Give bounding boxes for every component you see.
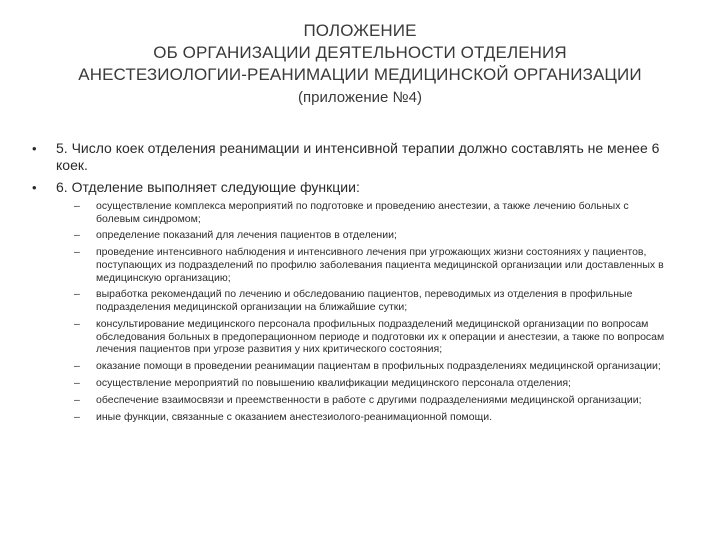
- function-text: консультирование медицинского персонала профильных подразделений медицинской организации по вопросам обследования больных в предоперационном периоде и подготовки их к операции и анестезии, а также по вопросам лечения пациентов при угрозе развития у них критического состояния;: [96, 317, 665, 356]
- main-item-text: 6. Отделение выполняет следующие функции:: [56, 179, 360, 195]
- function-text: осуществление комплекса мероприятий по подготовке и проведению анестезии, а также лечению больных с болевым синдромом;: [96, 200, 629, 225]
- function-item: [74, 411, 674, 424]
- function-item: [74, 318, 674, 356]
- main-item-text: 5. Число коек отделения реанимации и интенсивной терапии должно составлять не менее 6 коек.: [56, 140, 660, 173]
- main-list: [32, 140, 692, 428]
- bullet-icon: •: [32, 141, 37, 156]
- dash-icon: –: [74, 360, 80, 373]
- dash-icon: –: [74, 410, 80, 423]
- function-item: [74, 377, 674, 390]
- title-block: [40, 20, 680, 109]
- title-line-2: ОБ ОРГАНИЗАЦИИ ДЕЯТЕЛЬНОСТИ ОТДЕЛЕНИЯ: [153, 43, 567, 62]
- function-text: обеспечение взаимосвязи и преемственности в работе с другими подразделениями медицинской организации;: [96, 393, 642, 406]
- function-text: осуществление мероприятий по повышению квалификации медицинского персонала отделения;: [96, 376, 571, 389]
- dash-icon: –: [74, 376, 80, 389]
- dash-icon: –: [74, 393, 80, 406]
- function-item: [74, 360, 674, 373]
- function-text: оказание помощи в проведении реанимации пациентам в профильных подразделениях медицинской организации;: [96, 360, 661, 373]
- dash-icon: –: [74, 288, 80, 301]
- function-item: [74, 288, 674, 313]
- title-subtitle: (приложение №4): [298, 89, 422, 106]
- dash-icon: –: [74, 229, 80, 242]
- function-item: [74, 394, 674, 407]
- function-text: проведение интенсивного наблюдения и интенсивного лечения при угрожающих жизни состояниях у пациентов, поступающих из подразделений по профилю заболевания пациента медицинской организации или доставленных в медицинскую организацию;: [96, 246, 664, 284]
- dash-icon: –: [74, 317, 80, 330]
- title-line-1: ПОЛОЖЕНИЕ: [303, 21, 417, 40]
- function-text: выработка рекомендаций по лечению и обследованию пациентов, переводимых из отделения в профильные подразделения медицинской организации на ближайшие сутки;: [96, 288, 633, 314]
- functions-list: [74, 200, 674, 423]
- dash-icon: –: [74, 200, 80, 212]
- main-item-5: [32, 140, 692, 174]
- function-text: иные функции, связанные с оказанием анестезиолого-реанимационной помощи.: [96, 410, 493, 423]
- function-text: определение показаний для лечения пациентов в отделении;: [96, 229, 397, 242]
- function-item: [74, 200, 674, 225]
- function-item: [74, 246, 674, 284]
- main-item-6: [32, 179, 692, 423]
- dash-icon: –: [74, 246, 80, 259]
- function-item: [74, 229, 674, 242]
- bullet-icon: •: [32, 180, 37, 195]
- title-line-3: АНЕСТЕЗИОЛОГИИ-РЕАНИМАЦИИ МЕДИЦИНСКОЙ ОРГАНИЗАЦИИ: [78, 65, 642, 84]
